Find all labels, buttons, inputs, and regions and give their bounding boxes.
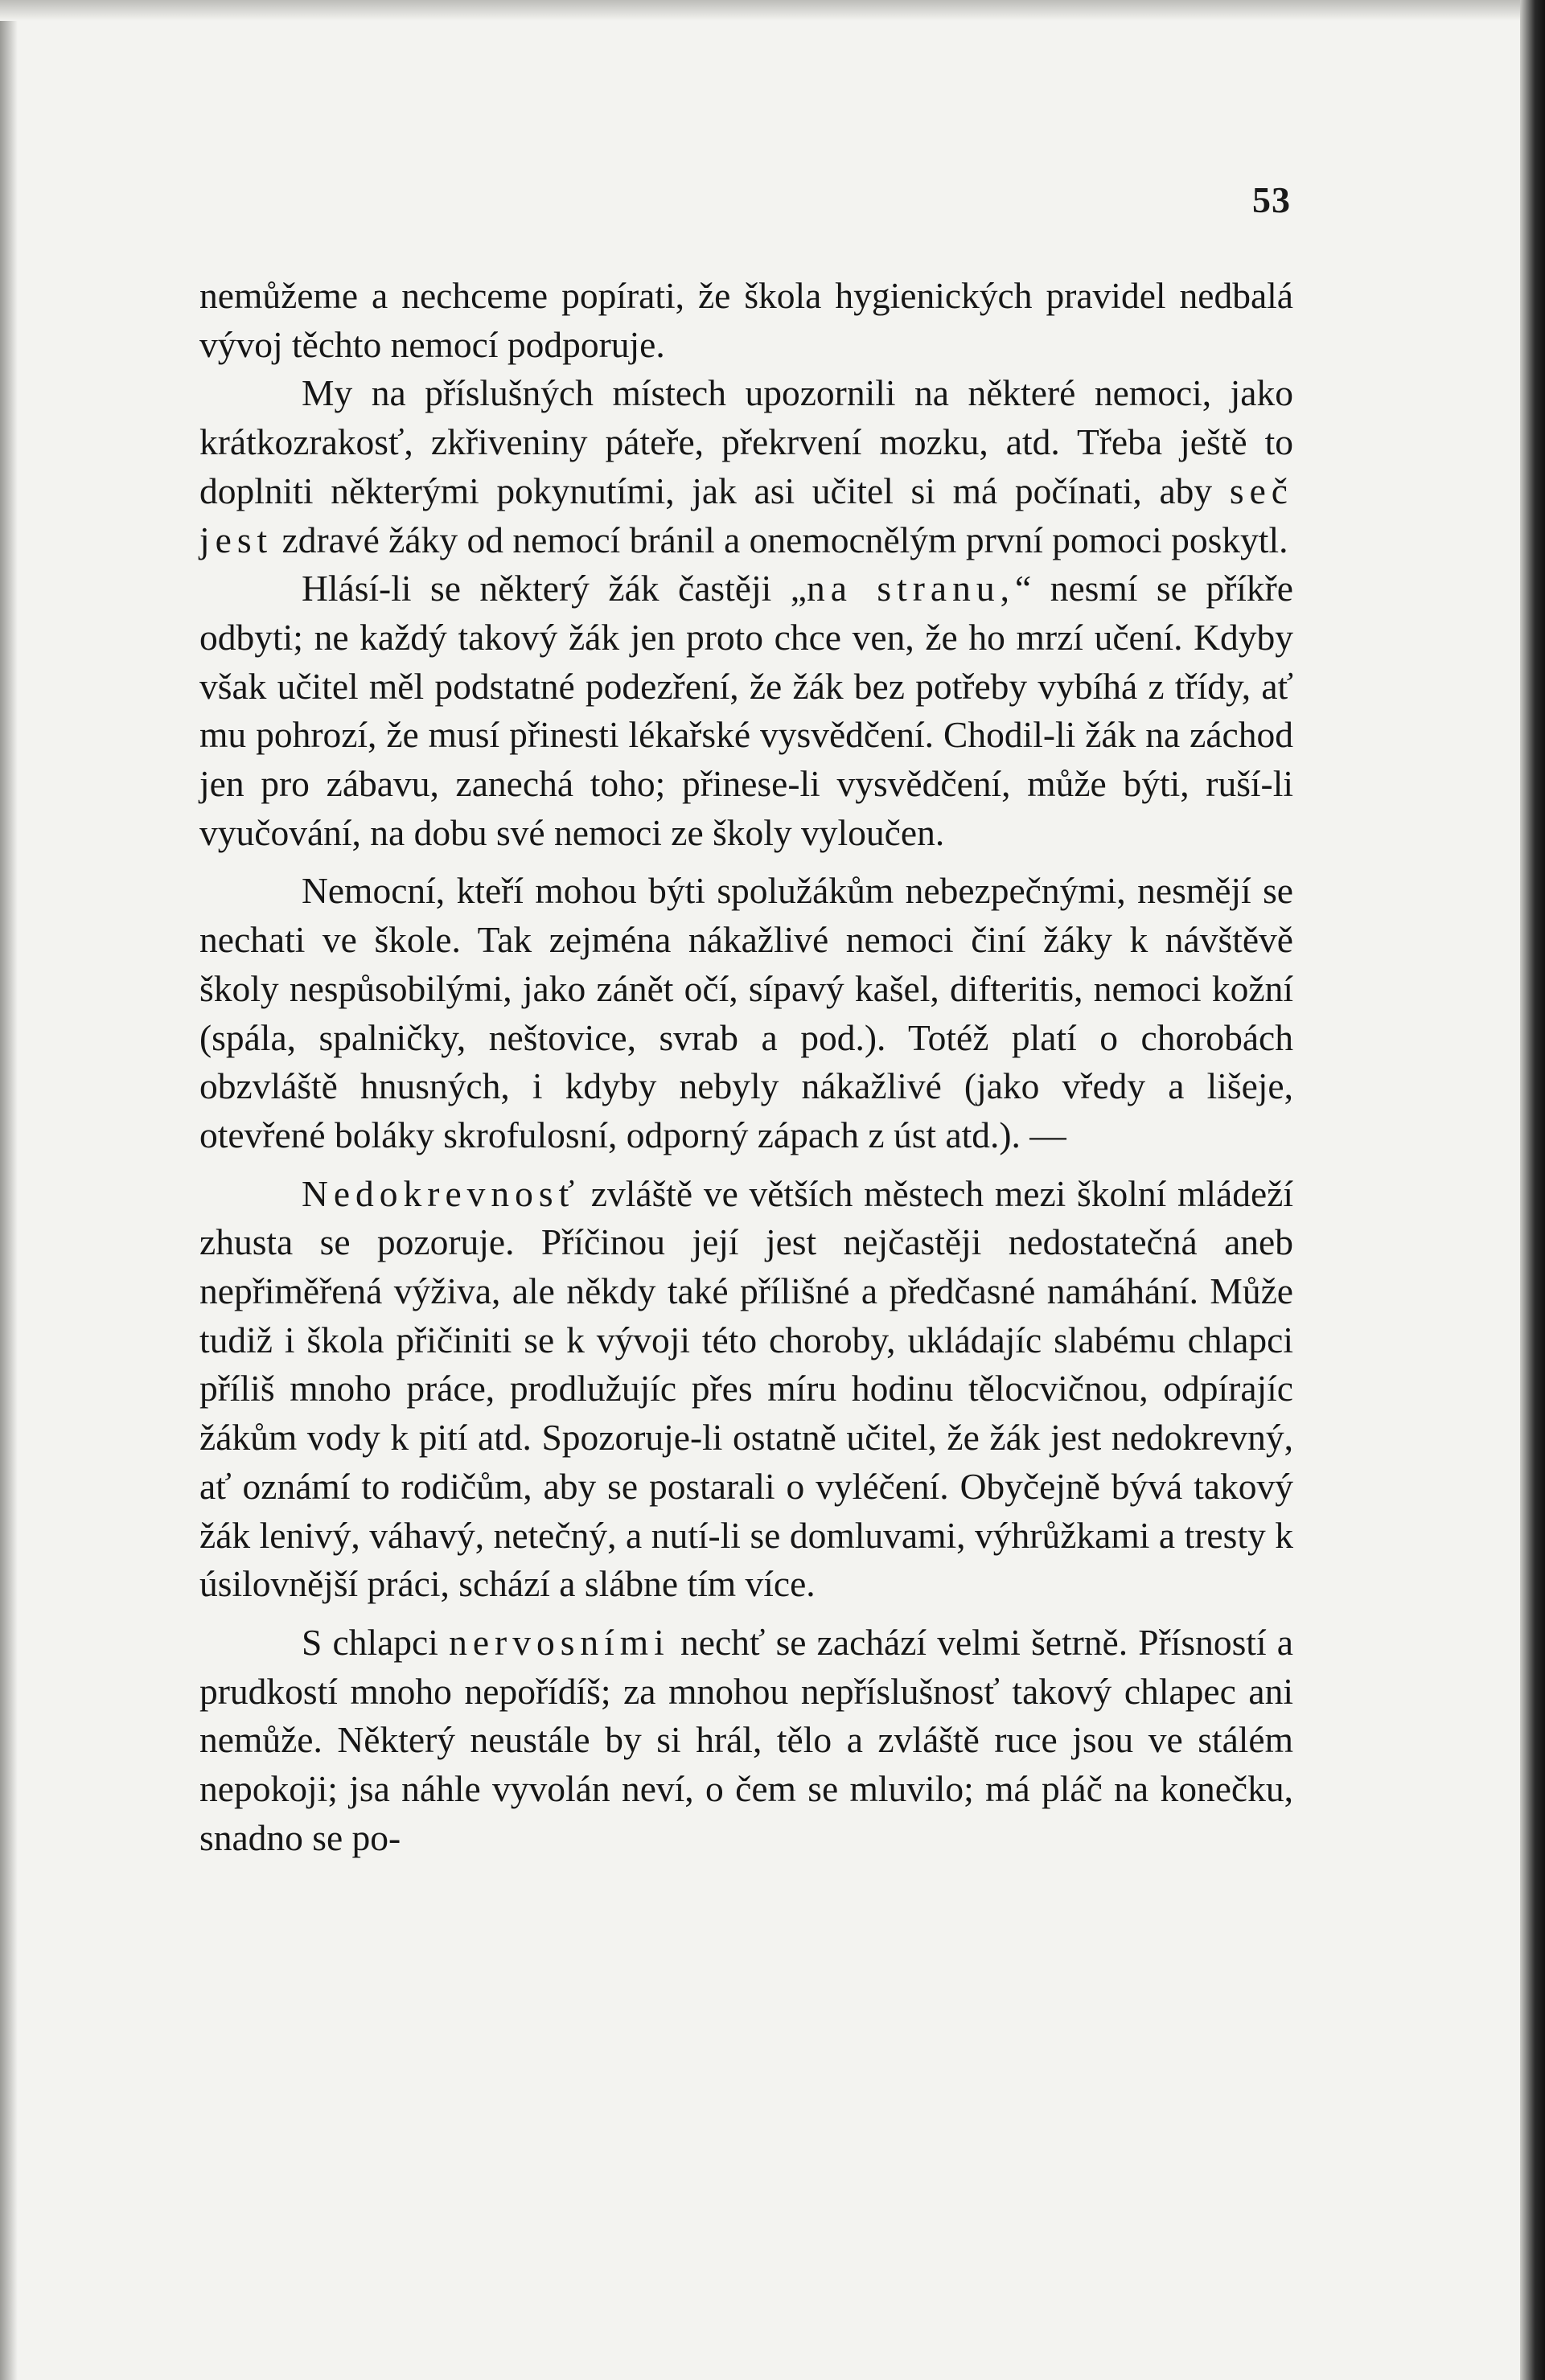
paragraph-3 — [199, 564, 1293, 857]
paragraph-6 — [199, 1619, 1293, 1863]
paragraph-4: Nemocní, kteří mohou býti spolužákům nebezpečnými, nesmějí se nechati ve škole. Tak zejména nákažlivé nemoci činí žáky k návštěvě školy nespůsobilými, jako zánět očí, sípavý kašel, difteritis, nemoci kožní (spála, spalničky, neštovice, svrab a pod.). Totéž platí o chorobách obzvláště hnusných, i kdyby nebyly nákažlivé (jako vředy a lišeje, otevřené boláky skrofulosní, odporný zápach z úst atd.). — — [199, 870, 1293, 1155]
paragraph-6-spaced: nervosními — [449, 1621, 670, 1663]
paragraph-1: nemůžeme a nechceme popírati, že škola hygienických pravidel nedbalá vývoj těchto nemocí podporuje. — [199, 275, 1293, 365]
paragraph-2-spaced: seč jest — [199, 470, 1293, 560]
paragraph-3-text-b: “ nesmí se příkře odbyti; ne každý takový žák jen proto chce ven, že ho mrzí učení. Kdyby však učitel měl podstatné podezření, že žák bez potřeby vybíhá z třídy, ať mu pohrozí, že musí přinesti lékařské vysvědčení. Chodil-li žák na záchod jen pro zábavu, zanechá toho; přinese-li vysvědčení, může býti, ruší-li vyučování, na dobu své nemoci ze školy vyloučen. — [199, 568, 1293, 853]
body-text — [199, 272, 1293, 1863]
page-top-shadow — [0, 0, 1520, 21]
page-number: 53 — [1252, 179, 1291, 220]
paragraph-2 — [199, 369, 1293, 564]
page-gutter-shadow — [0, 0, 18, 2380]
paragraph-2-text-a: My na příslušných místech upozornili na některé nemoci, jako krátkozrakosť, zkřiveniny páteře, překrvení mozku, atd. Třeba ještě to doplniti některými pokynutími, jak asi učitel si má počínati, aby — [199, 372, 1293, 511]
page-edge-shadow — [1520, 0, 1545, 2380]
paragraph-5 — [199, 1170, 1293, 1609]
paragraph-3-spaced: na stranu, — [806, 568, 1016, 609]
paragraph-3-text-a: Hlásí-li se některý žák častěji „ — [302, 568, 807, 609]
paragraph-2-text-b: zdravé žáky od nemocí bránil a onemocnělým první pomoci poskytl. — [273, 519, 1288, 560]
paragraph-6-text-b: nechť se zachází velmi šetrně. Přísností a prudkostí mnoho nepořídíš; za mnohou nepříslušnosť takový chlapec ani nemůže. Některý neustále by si hrál, tělo a zvláště ruce jsou ve stálém nepokoji; jsa náhle vyvolán neví, o čem se mluvilo; má pláč na konečku, snadno se po- — [199, 1621, 1293, 1858]
paragraph-5-spaced: Nedokrevnosť — [302, 1172, 581, 1214]
paragraph-6-text-a: S chlapci — [302, 1621, 450, 1663]
paragraph-5-text-b: zvláště ve větších městech mezi školní mládeží zhusta se pozoruje. Příčinou její jest nejčastěji nedostatečná aneb nepřiměřená výživa, ale někdy také přílišné a předčasné namáhání. Může tudiž i škola přičiniti se k vývoji této choroby, ukládajíc slabému chlapci příliš mnoho práce, prodlužujíc přes míru hodinu tělocvičnou, odpírajíc žákům vody k pití atd. Spozoruje-li ostatně učitel, že žák jest nedokrevný, ať oznámí to rodičům, aby se postarali o vyléčení. Obyčejně bývá takový žák lenivý, váhavý, netečný, a nutí-li se domluvami, výhrůžkami a tresty k úsilovnější práci, schází a slábne tím více. — [199, 1172, 1293, 1605]
